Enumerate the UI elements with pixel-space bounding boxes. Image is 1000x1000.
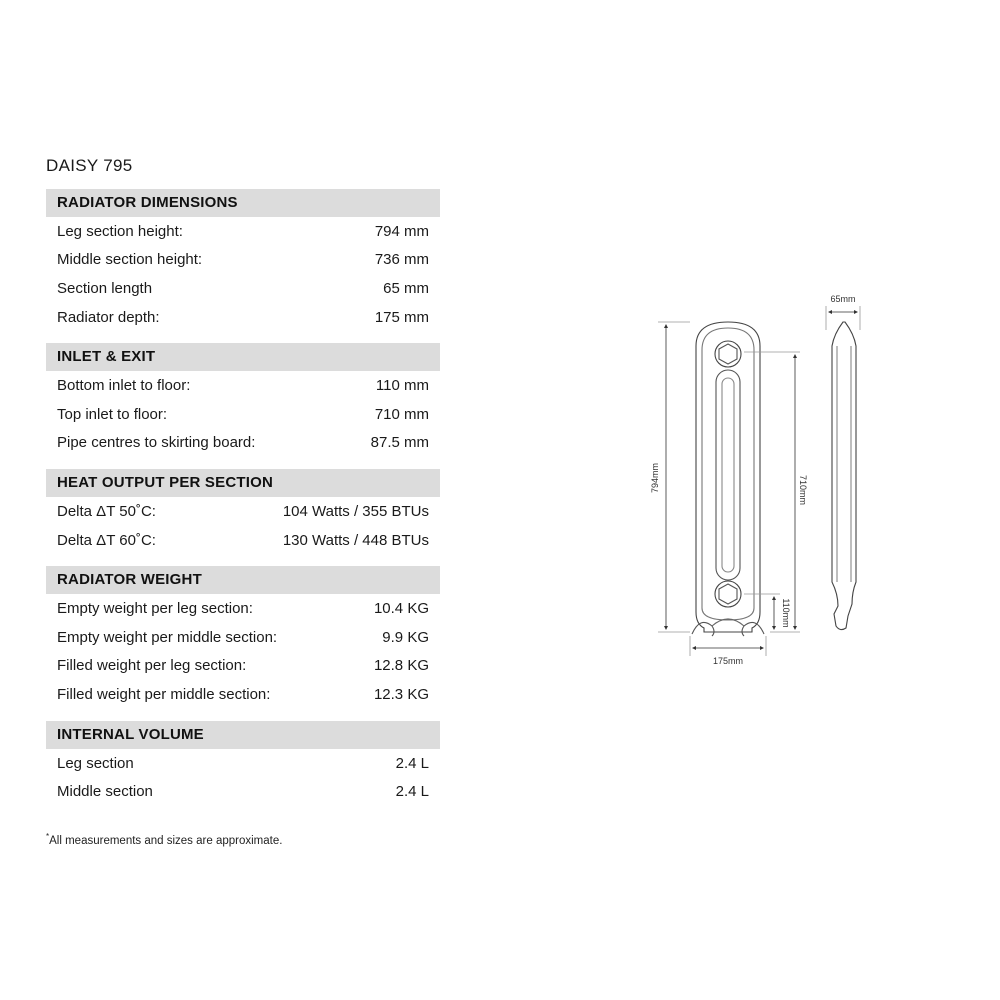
spec-value: 175 mm bbox=[374, 308, 429, 326]
dimension-lines bbox=[658, 306, 860, 656]
section-header: INLET & EXIT bbox=[46, 343, 440, 371]
footnote bbox=[46, 832, 282, 847]
radiator-front-view bbox=[692, 322, 764, 636]
spec-label: Middle section bbox=[57, 783, 153, 801]
spec-row bbox=[46, 594, 440, 623]
spec-label: Empty weight per middle section: bbox=[57, 628, 278, 646]
spec-value: 2.4 L bbox=[395, 783, 429, 801]
spec-value: 65 mm bbox=[383, 279, 429, 297]
spec-value: 794 mm bbox=[374, 222, 429, 240]
spec-label: Bottom inlet to floor: bbox=[57, 377, 191, 395]
spec-row bbox=[46, 429, 440, 458]
spec-value: 710 mm bbox=[374, 405, 429, 423]
spec-row bbox=[46, 274, 440, 303]
spec-value: 736 mm bbox=[374, 251, 429, 269]
footnote-marker: * bbox=[46, 832, 50, 841]
depth-dimension-label: 175mm bbox=[712, 656, 744, 666]
spec-value: 130 Watts / 448 BTUs bbox=[282, 531, 429, 549]
spec-label: Leg section bbox=[57, 754, 134, 772]
radiator-side-view bbox=[832, 322, 856, 630]
section-inlet-exit bbox=[46, 343, 440, 457]
section-radiator-weight bbox=[46, 566, 440, 708]
spec-label: Delta ΔT 60˚C: bbox=[57, 531, 156, 549]
spec-label: Pipe centres to skirting board: bbox=[57, 434, 256, 452]
section-heat-output bbox=[46, 469, 440, 554]
spec-label: Middle section height: bbox=[57, 251, 203, 269]
spec-label: Section length bbox=[57, 279, 153, 297]
section-header: INTERNAL VOLUME bbox=[46, 721, 440, 749]
section-header: HEAT OUTPUT PER SECTION bbox=[46, 469, 440, 497]
spec-row bbox=[46, 400, 440, 429]
spec-value: 87.5 mm bbox=[370, 434, 429, 452]
spec-label: Delta ΔT 50˚C: bbox=[57, 502, 156, 520]
spec-row bbox=[46, 246, 440, 275]
spec-label: Top inlet to floor: bbox=[57, 405, 168, 423]
spec-value: 104 Watts / 355 BTUs bbox=[282, 502, 429, 520]
spec-label: Leg section height: bbox=[57, 222, 183, 240]
length-dimension-label: 65mm bbox=[830, 294, 856, 304]
height-dimension-label: 794mm bbox=[650, 462, 660, 494]
spec-row bbox=[46, 623, 440, 652]
spec-row bbox=[46, 777, 440, 806]
radiator-diagram bbox=[600, 280, 900, 680]
top-inlet-dimension-label: 710mm bbox=[798, 474, 808, 506]
spec-value: 9.9 KG bbox=[382, 628, 429, 646]
spec-row bbox=[46, 303, 440, 332]
footnote-text: All measurements and sizes are approximate. bbox=[49, 834, 283, 847]
product-title: DAISY 795 bbox=[46, 156, 133, 175]
spec-value: 110 mm bbox=[375, 377, 429, 395]
spec-label: Empty weight per leg section: bbox=[57, 600, 253, 618]
section-radiator-dimensions bbox=[46, 189, 440, 331]
section-internal-volume bbox=[46, 721, 440, 806]
section-header: RADIATOR WEIGHT bbox=[46, 566, 440, 594]
spec-row bbox=[46, 526, 440, 555]
spec-row bbox=[46, 680, 440, 709]
spec-label: Radiator depth: bbox=[57, 308, 160, 326]
spec-label: Filled weight per middle section: bbox=[57, 685, 271, 703]
spec-row bbox=[46, 497, 440, 526]
spec-value: 2.4 L bbox=[395, 754, 429, 772]
spec-value: 12.8 KG bbox=[373, 657, 429, 675]
section-header: RADIATOR DIMENSIONS bbox=[46, 189, 440, 217]
spec-row bbox=[46, 652, 440, 681]
spec-value: 10.4 KG bbox=[373, 600, 429, 618]
spec-row bbox=[46, 749, 440, 778]
spec-table bbox=[46, 189, 440, 818]
spec-row bbox=[46, 371, 440, 400]
spec-label: Filled weight per leg section: bbox=[57, 657, 247, 675]
spec-row bbox=[46, 217, 440, 246]
bottom-inlet-dimension-label: 110mm bbox=[781, 598, 791, 628]
spec-value: 12.3 KG bbox=[373, 685, 429, 703]
